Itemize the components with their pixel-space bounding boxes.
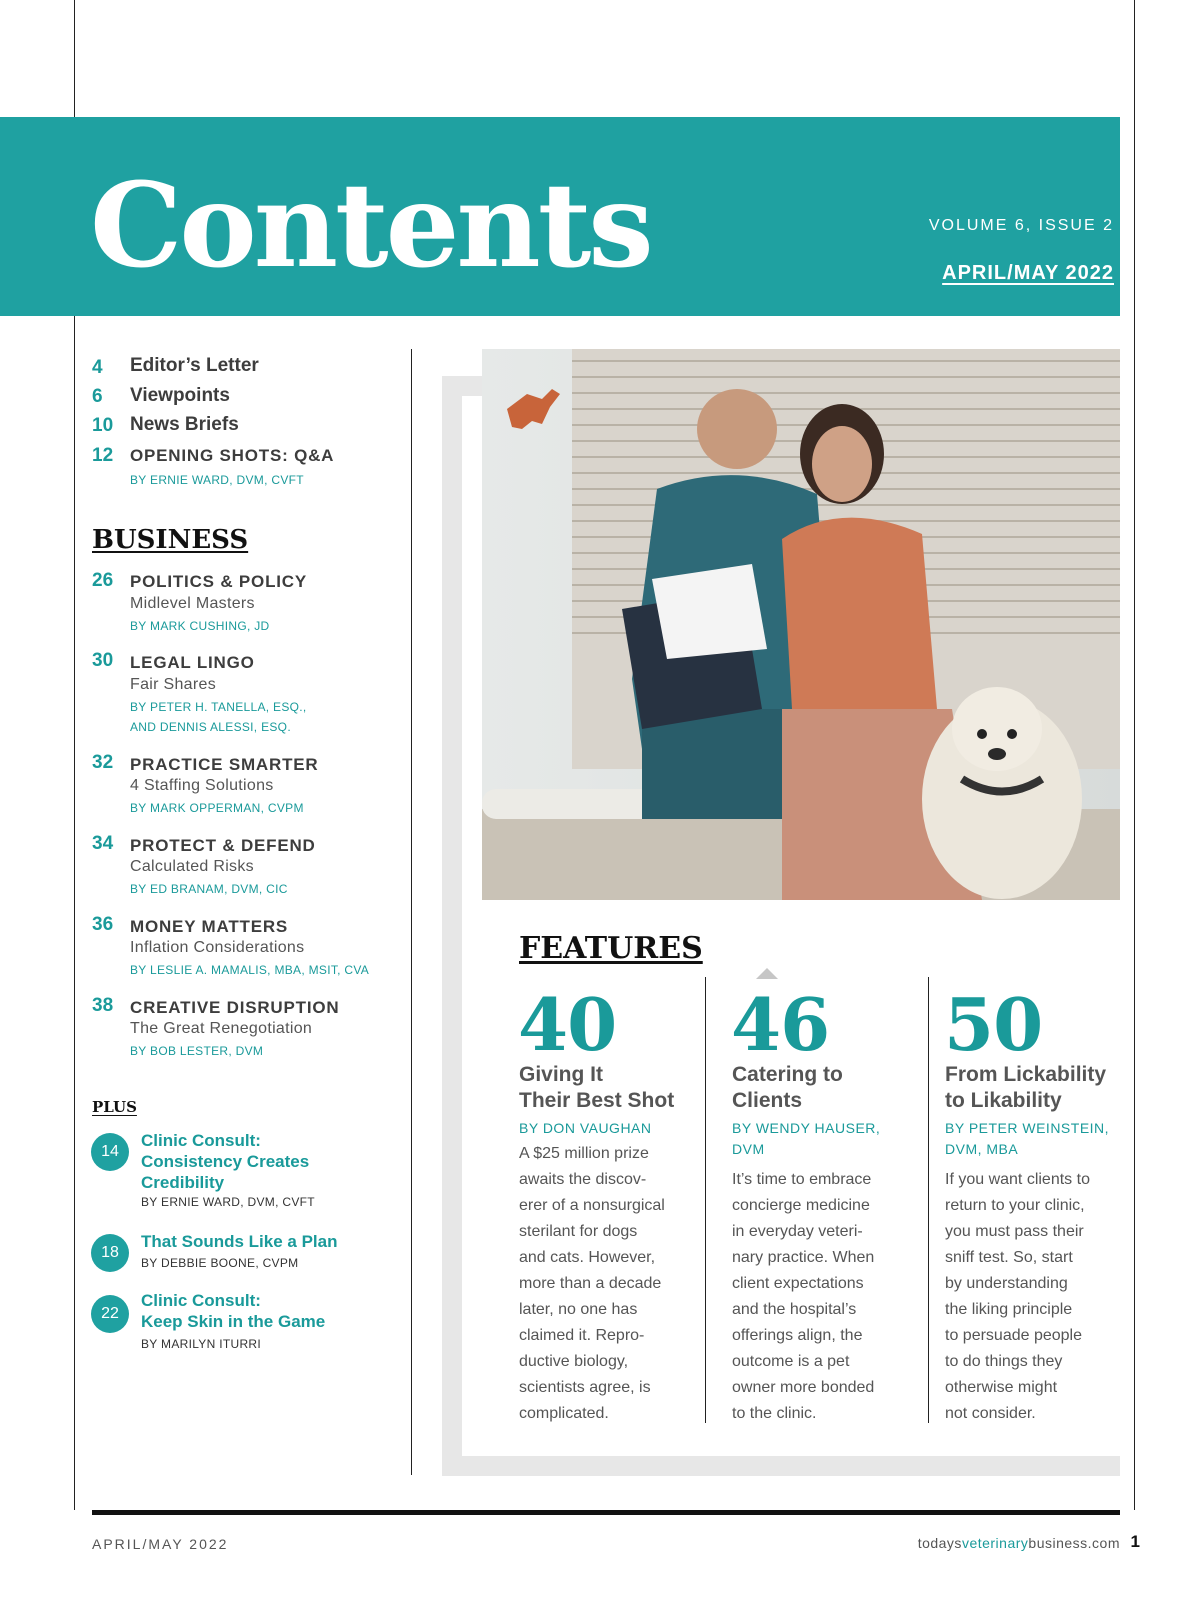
plus-title-line: Keep Skin in the Game (141, 1312, 326, 1331)
toc-item-creative-disruption[interactable]: CREATIVE DISRUPTION (130, 998, 340, 1017)
issue-date: APRIL/MAY 2022 (942, 262, 1114, 284)
toc-page-number: 6 (92, 386, 103, 407)
toc-item-opening-shots[interactable]: OPENING SHOTS: Q&A (130, 446, 335, 465)
issue-volume: VOLUME 6, ISSUE 2 (928, 217, 1114, 234)
plus-byline: BY ERNIE WARD, DVM, CVFT (141, 1195, 315, 1209)
toc-subtitle: Inflation Considerations (130, 939, 305, 956)
feature-divider (705, 977, 706, 1423)
feature-body-line: to persuade people (945, 1327, 1082, 1344)
plus-page-badge: 14 (91, 1133, 129, 1171)
feature-body-line: to the clinic. (732, 1405, 817, 1422)
section-heading-plus: PLUS (92, 1098, 137, 1116)
page-right-rule (1134, 0, 1135, 1510)
toc-byline: AND DENNIS ALESSI, ESQ. (130, 720, 291, 734)
feature-title-line: From Lickability (945, 1063, 1107, 1086)
feature-body-line: you must pass their (945, 1223, 1084, 1240)
toc-page-number: 38 (92, 995, 114, 1016)
feature-body-line: awaits the discov- (519, 1171, 647, 1188)
feature-byline (945, 1118, 1145, 1160)
toc-byline: BY BOB LESTER, DVM (130, 1044, 264, 1058)
toc-page-number: 10 (92, 415, 114, 436)
feature-body-line: the liking principle (945, 1301, 1073, 1318)
feature-page-number: 46 (731, 982, 830, 1067)
plus-byline: BY DEBBIE BOONE, CVPM (141, 1256, 299, 1270)
feature-body-line: not consider. (945, 1405, 1036, 1422)
feature-byline-line: BY WENDY HAUSER, (732, 1120, 881, 1136)
toc-item-legal-lingo[interactable]: LEGAL LINGO (130, 653, 255, 672)
toc-subtitle: The Great Renegotiation (130, 1020, 313, 1037)
footer-site-pre: todays (917, 1535, 962, 1551)
plus-item-keep-skin-in-the-game[interactable] (141, 1290, 325, 1332)
feature-title-line: to Likability (945, 1089, 1062, 1112)
feature-byline (732, 1118, 932, 1160)
feature-body-line: by understanding (945, 1275, 1068, 1292)
triangle-marker (756, 968, 778, 979)
footer-issue-date: APRIL/MAY 2022 (92, 1536, 229, 1552)
toc-subtitle: Midlevel Masters (130, 595, 255, 612)
toc-subtitle: Calculated Risks (130, 858, 254, 875)
toc-page-number: 32 (92, 752, 114, 773)
feature-title-line: Clients (732, 1089, 803, 1112)
feature-byline-line: BY DON VAUGHAN (519, 1120, 652, 1136)
footer-site-post: business.com (1028, 1535, 1120, 1551)
feature-body-line: scientists agree, is (519, 1379, 651, 1396)
feature-byline-line: DVM (732, 1141, 765, 1157)
feature-summary (519, 1141, 699, 1427)
toc-subtitle: Fair Shares (130, 676, 216, 693)
feature-body-line: more than a decade (519, 1275, 662, 1292)
feature-body-line: to do things they (945, 1353, 1063, 1370)
feature-title-catering-to-clients[interactable] (732, 1062, 932, 1114)
footer-page-number: 1 (1130, 1532, 1140, 1551)
toc-subtitle: 4 Staffing Solutions (130, 777, 274, 794)
toc-item-politics-policy[interactable]: POLITICS & POLICY (130, 572, 308, 591)
feature-body-line: outcome is a pet (732, 1353, 850, 1370)
toc-byline: BY ERNIE WARD, DVM, CVFT (130, 473, 304, 487)
feature-body-line: nary practice. When (732, 1249, 875, 1266)
feature-body-line: return to your clinic, (945, 1197, 1085, 1214)
feature-body-line: ductive biology, (519, 1353, 629, 1370)
feature-page-number: 40 (518, 982, 617, 1067)
toc-page-number: 34 (92, 833, 114, 854)
feature-body-line: owner more bonded (732, 1379, 875, 1396)
vet-consultation-photo (482, 349, 1120, 900)
feature-title-line: Catering to (732, 1063, 843, 1086)
plus-title-line: Clinic Consult: (141, 1291, 261, 1310)
toc-byline: BY PETER H. TANELLA, ESQ., (130, 700, 307, 714)
toc-item-money-matters[interactable]: MONEY MATTERS (130, 917, 289, 936)
feature-body-line: It’s time to embrace (732, 1171, 872, 1188)
feature-body-line: If you want clients to (945, 1171, 1090, 1188)
toc-item-viewpoints[interactable]: Viewpoints (130, 385, 230, 406)
toc-page-number: 36 (92, 914, 114, 935)
feature-body-line: sniff test. So, start (945, 1249, 1073, 1266)
toc-page-number: 26 (92, 570, 114, 591)
plus-page-badge: 18 (91, 1234, 129, 1272)
plus-title-line: That Sounds Like a Plan (141, 1232, 338, 1251)
footer-rule (92, 1510, 1120, 1515)
plus-title-line: Credibility (141, 1173, 225, 1192)
toc-page-number: 12 (92, 445, 114, 466)
footer-website-link[interactable] (918, 1535, 1120, 1551)
feature-byline-line: DVM, MBA (945, 1141, 1019, 1157)
section-heading-features: FEATURES (519, 931, 703, 966)
plus-title-line: Consistency Creates (141, 1152, 310, 1171)
toc-byline: BY LESLIE A. MAMALIS, MBA, MSIT, CVA (130, 963, 370, 977)
feature-body-line: and the hospital’s (732, 1301, 857, 1318)
feature-page-number: 50 (944, 982, 1043, 1067)
toc-byline: BY ED BRANAM, DVM, CIC (130, 882, 288, 896)
feature-body-line: sterilant for dogs (519, 1223, 638, 1240)
feature-title-line: Giving It (519, 1063, 603, 1086)
feature-body-line: offerings align, the (732, 1327, 863, 1344)
feature-body-line: client expectations (732, 1275, 864, 1292)
toc-page-number: 30 (92, 650, 114, 671)
feature-title-giving-it-their-best-shot[interactable] (519, 1062, 719, 1114)
feature-body-line: later, no one has (519, 1301, 638, 1318)
feature-body-line: erer of a nonsurgical (519, 1197, 665, 1214)
toc-item-practice-smarter[interactable]: PRACTICE SMARTER (130, 755, 319, 774)
feature-body-line: claimed it. Repro- (519, 1327, 645, 1344)
feature-byline (519, 1118, 719, 1139)
toc-item-editors-letter[interactable]: Editor’s Letter (130, 355, 259, 376)
photo-illustration (482, 349, 1120, 900)
plus-title-line: Clinic Consult: (141, 1131, 261, 1150)
page-title: Contents (90, 158, 651, 294)
toc-byline: BY MARK OPPERMAN, CVPM (130, 801, 304, 815)
feature-byline-line: BY PETER WEINSTEIN, (945, 1120, 1110, 1136)
feature-body-line: concierge medicine (732, 1197, 870, 1214)
toc-item-protect-defend[interactable]: PROTECT & DEFEND (130, 836, 316, 855)
plus-page-badge: 22 (91, 1295, 129, 1333)
plus-item-that-sounds-like-a-plan[interactable] (141, 1231, 337, 1252)
feature-summary (945, 1167, 1125, 1427)
feature-title-line: Their Best Shot (519, 1089, 675, 1112)
toc-byline: BY MARK CUSHING, JD (130, 619, 270, 633)
toc-page-number: 4 (92, 357, 103, 378)
feature-body-line: A $25 million prize (519, 1145, 649, 1162)
feature-summary (732, 1167, 912, 1427)
feature-body-line: complicated. (519, 1405, 609, 1422)
feature-body-line: otherwise might (945, 1379, 1058, 1396)
feature-title-from-lickability-to-likability[interactable] (945, 1062, 1145, 1114)
section-heading-business: BUSINESS (92, 525, 249, 555)
plus-byline: BY MARILYN ITURRI (141, 1337, 262, 1351)
toc-item-news-briefs[interactable]: News Briefs (130, 414, 239, 435)
feature-body-line: in everyday veteri- (732, 1223, 863, 1240)
footer-site-mid: veterinary (961, 1535, 1029, 1551)
feature-body-line: and cats. However, (519, 1249, 656, 1266)
column-divider (411, 349, 412, 1475)
plus-item-consistency-creates-credibility[interactable] (141, 1130, 309, 1193)
feature-divider (928, 977, 929, 1423)
